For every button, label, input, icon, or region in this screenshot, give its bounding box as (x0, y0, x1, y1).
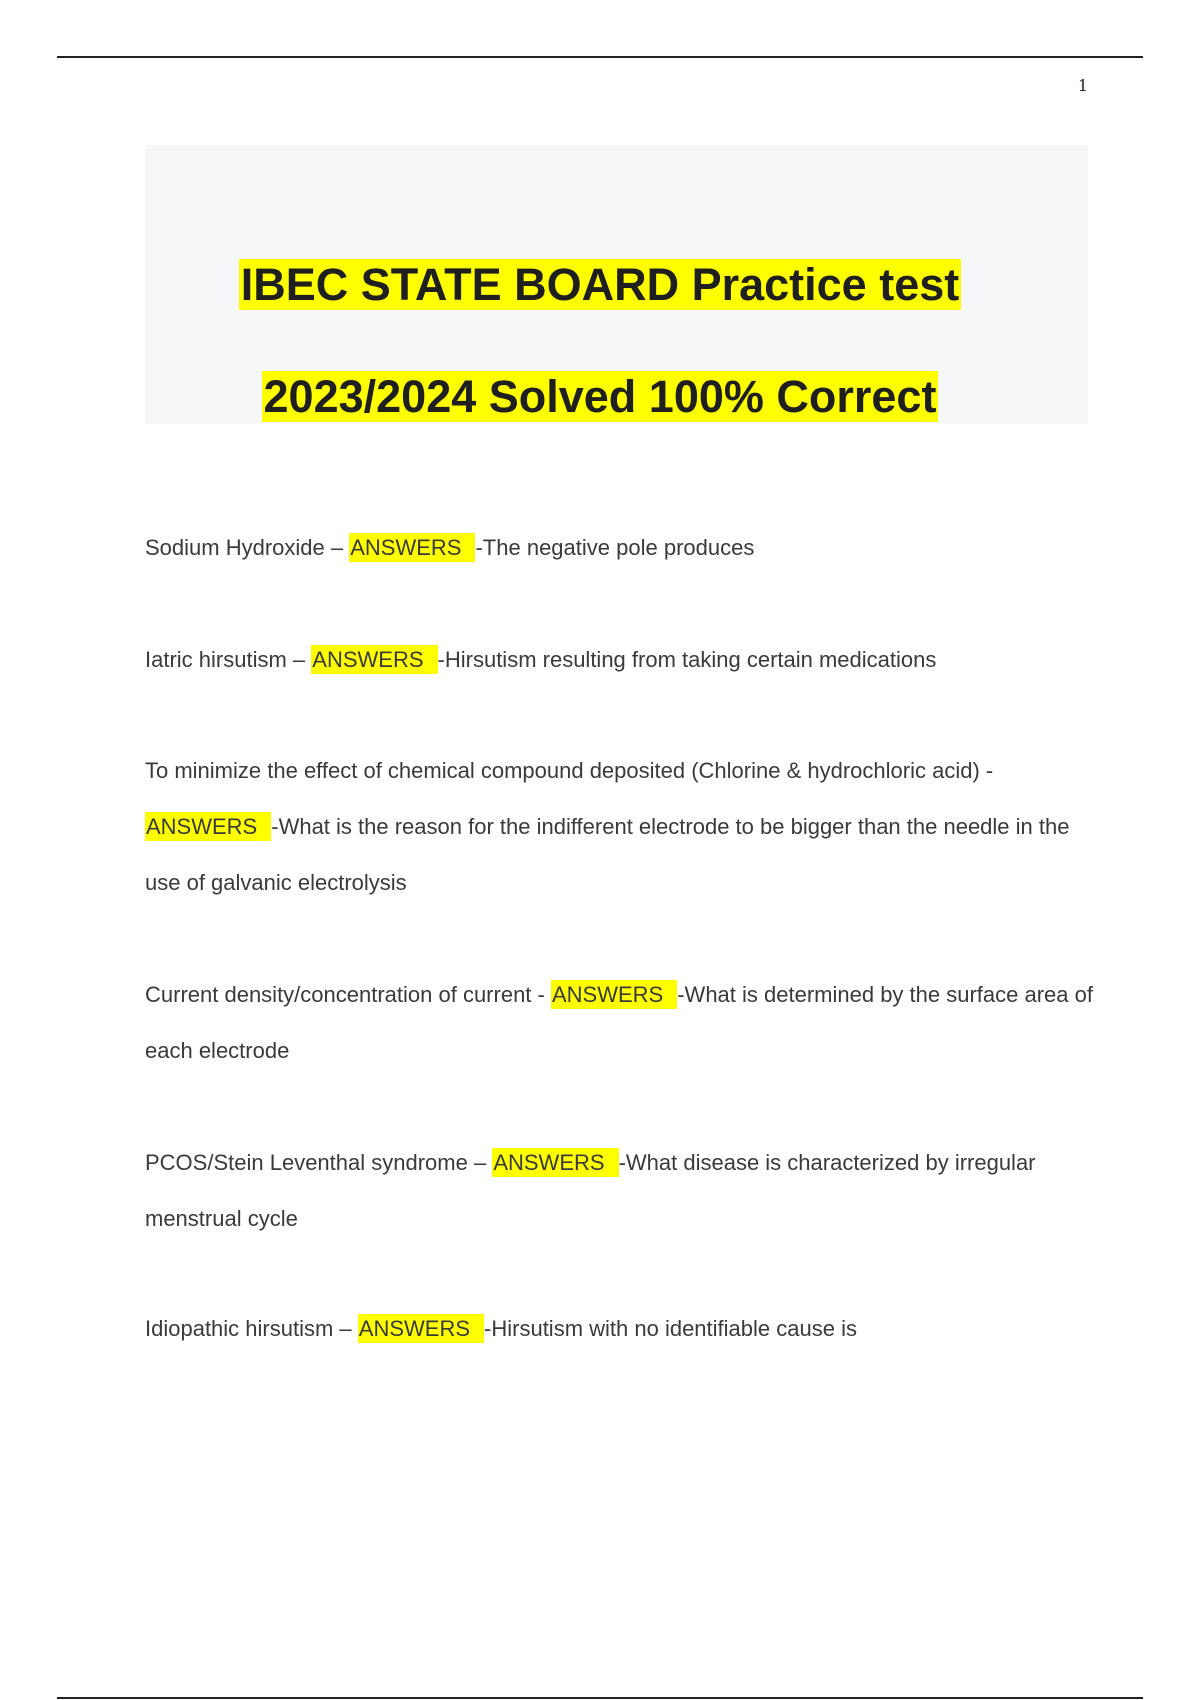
title-line-1 (0, 257, 1200, 313)
qa-item (145, 520, 1095, 576)
answers-marker: ANSWERS (551, 980, 677, 1009)
qa-item (145, 1135, 1095, 1247)
footer-rule (57, 1697, 1143, 1699)
qa-definition: -What is the reason for the indifferent electrode to be bigger than the needle in the use of galvanic electrolysis (145, 814, 1070, 895)
answers-marker: ANSWERS (145, 812, 271, 841)
answers-marker: ANSWERS (349, 533, 475, 562)
title-line-1-text: IBEC STATE BOARD Practice test (240, 259, 960, 310)
qa-definition: -What disease is characterized by irregular menstrual cycle (145, 1150, 1036, 1231)
qa-definition: -The negative pole produces (475, 535, 755, 560)
qa-term: Idiopathic hirsutism – (145, 1316, 352, 1341)
answers-marker: ANSWERS (311, 645, 437, 674)
page-number: 1 (1077, 76, 1089, 95)
title-line-2-text: 2023/2024 Solved 100% Correct (263, 371, 937, 422)
qa-term: Current density/concentration of current - (145, 982, 545, 1007)
title-line-2 (0, 369, 1200, 425)
qa-item (145, 743, 1095, 911)
qa-definition: -Hirsutism resulting from taking certain medications (437, 647, 937, 672)
qa-definition: -Hirsutism with no identifiable cause is (484, 1316, 857, 1341)
qa-term: Sodium Hydroxide – (145, 535, 344, 560)
qa-definition: -What is determined by the surface area of each electrode (145, 982, 1093, 1063)
answers-marker: ANSWERS (358, 1314, 484, 1343)
qa-item (145, 632, 1095, 688)
qa-item (145, 1301, 1095, 1357)
qa-term: To minimize the effect of chemical compound deposited (Chlorine & hydrochloric acid) - (145, 758, 994, 783)
answers-marker: ANSWERS (492, 1148, 618, 1177)
qa-term: Iatric hirsutism – (145, 647, 306, 672)
qa-term: PCOS/Stein Leventhal syndrome – (145, 1150, 487, 1175)
qa-item (145, 967, 1095, 1079)
header-rule (57, 56, 1143, 58)
